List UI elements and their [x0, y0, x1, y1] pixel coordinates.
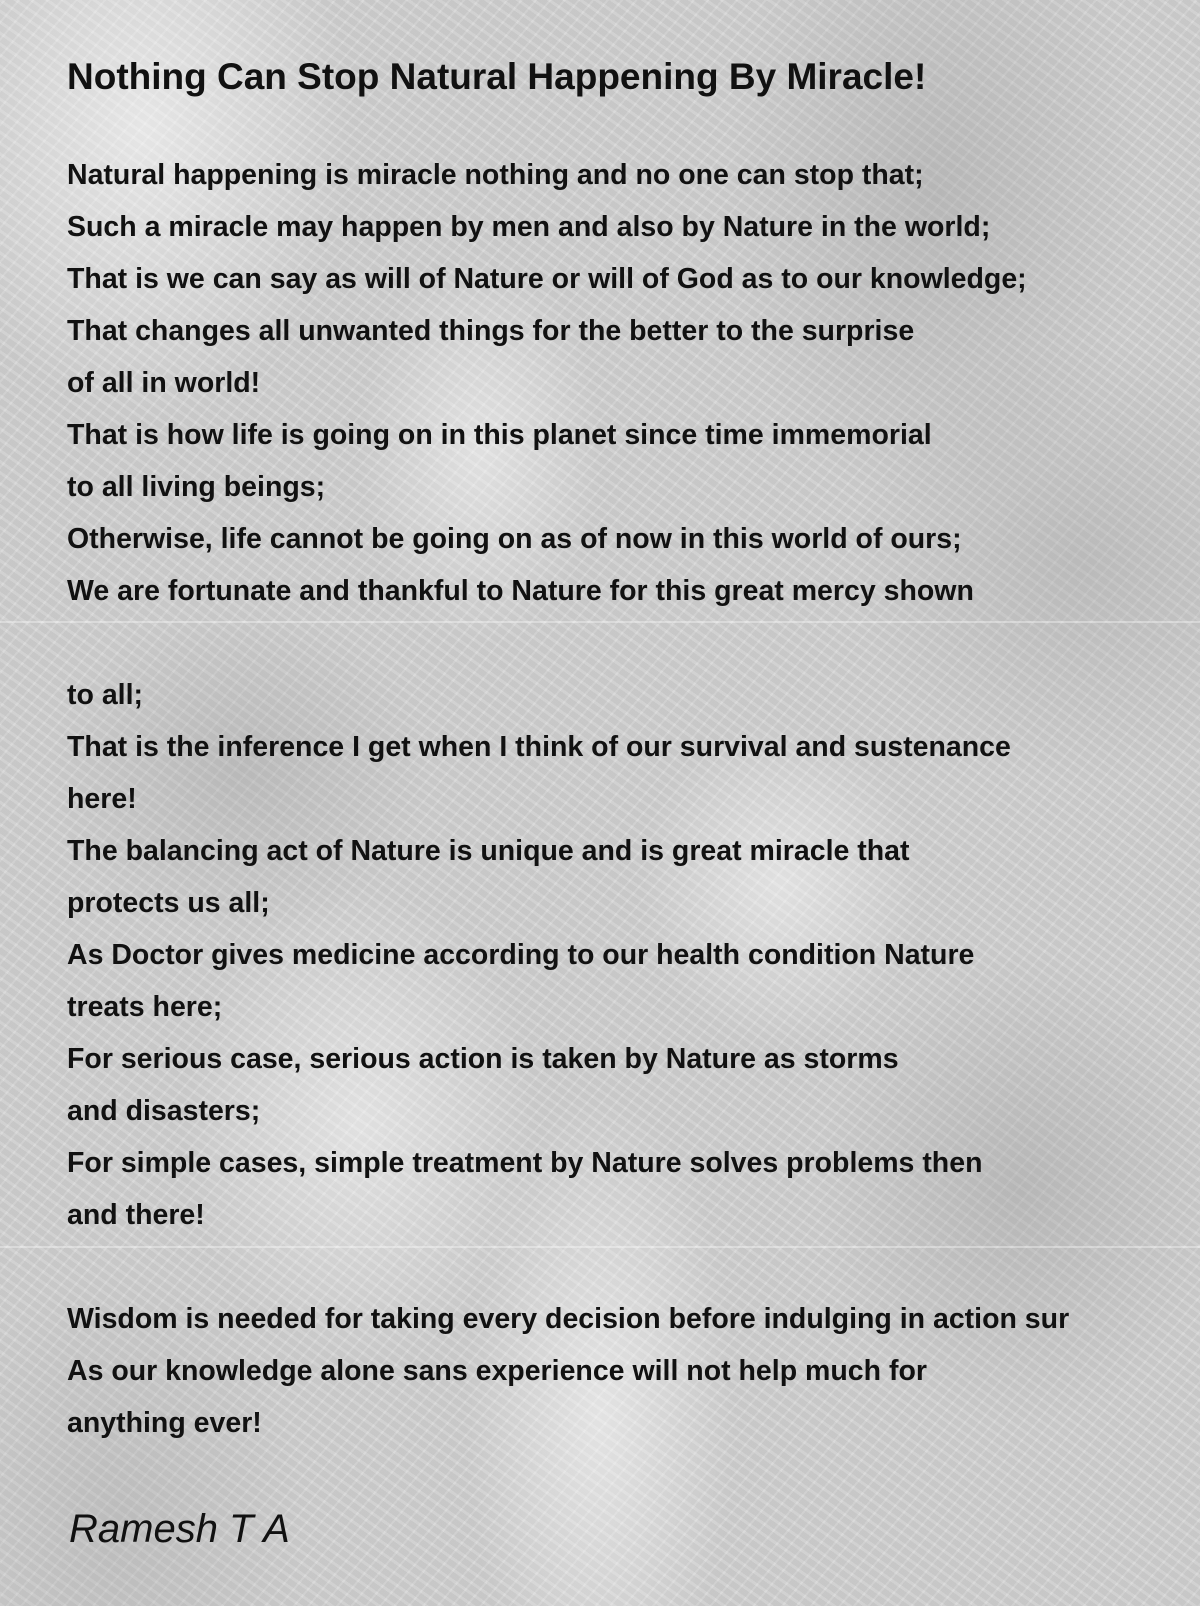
poem-line: That changes all unwanted things for the better to the surprise — [67, 315, 915, 347]
poem-line: We are fortunate and thankful to Nature for this great mercy shown — [67, 575, 974, 607]
poem-line: treats here; — [67, 991, 223, 1023]
poem-line: For simple cases, simple treatment by Nature solves problems then — [67, 1147, 983, 1179]
poem-line: Such a miracle may happen by men and also by Nature in the world; — [67, 211, 991, 243]
poem-line: and there! — [67, 1199, 205, 1231]
poem-blank-line — [67, 1241, 1200, 1293]
poem-line: of all in world! — [67, 367, 261, 399]
poem-line: anything ever! — [67, 1407, 262, 1439]
poem-line: For serious case, serious action is taken by Nature as storms — [67, 1043, 899, 1075]
poem-line: That is we can say as will of Nature or will of God as to our knowledge; — [67, 263, 1027, 295]
poem-line: As our knowledge alone sans experience will not help much for — [67, 1355, 927, 1387]
poem-line: That is how life is going on in this planet since time immemorial — [67, 419, 932, 451]
poem-line: Wisdom is needed for taking every decision before indulging in action sur — [67, 1303, 1070, 1335]
poem-body — [67, 149, 1200, 1449]
poem-line: and disasters; — [67, 1095, 261, 1127]
poem-line: here! — [67, 783, 137, 815]
poem-line: to all; — [67, 679, 143, 711]
poem-line: Natural happening is miracle nothing and no one can stop that; — [67, 159, 924, 191]
poem-line: to all living beings; — [67, 471, 326, 503]
poem-blank-line — [67, 617, 1200, 669]
poem-author: Ramesh T A — [69, 1507, 290, 1551]
poem-line: The balancing act of Nature is unique and is great miracle that — [67, 835, 910, 867]
poem-line: Otherwise, life cannot be going on as of now in this world of ours; — [67, 523, 962, 555]
poem-line: That is the inference I get when I think of our survival and sustenance — [67, 731, 1011, 763]
poem-line: As Doctor gives medicine according to our health condition Nature — [67, 939, 975, 971]
poem-line: protects us all; — [67, 887, 270, 919]
poem-title: Nothing Can Stop Natural Happening By Miracle! — [67, 56, 927, 97]
